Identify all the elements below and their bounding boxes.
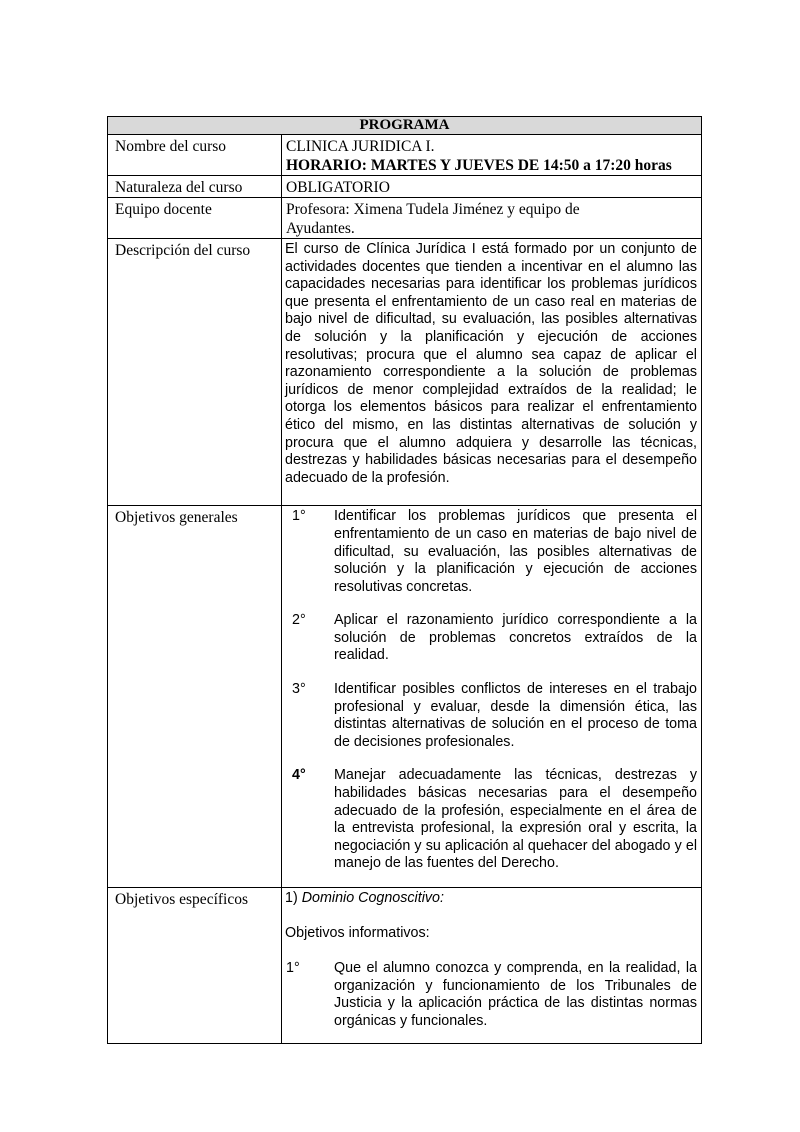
item-number: 2°	[292, 612, 306, 629]
value-naturaleza: OBLIGATORIO	[282, 176, 702, 198]
list-item	[290, 612, 697, 665]
value-descripcion: El curso de Clínica Jurídica I está formado por un conjunto de actividades docentes que tienden a incentivar en el alumno las capacidades necesarias para identificar los problemas jurídicos que presenta el enfrentamiento de un caso real en materias de bajo nivel de dificultad, su evaluación, las posibles alternativas de solución y la planificación y ejecución de acciones resolutivas; procura que el alumno sea capaz de aplicar el razonamiento correspondiente a la solución de problemas jurídicos de menor complejidad extraídos de la realidad; le otorga los elementos básicos para realizar el enfrentamiento ético del mismo, en las distintas alternativas de solución y procura que el alumno adquiera y desarrolle las técnicas, destrezas y habilidades básicas necesarias para el desempeño adecuado de la profesión.	[282, 239, 702, 506]
section-subtitle: Objetivos informativos:	[285, 924, 430, 941]
label-descripcion: Descripción del curso	[108, 239, 282, 506]
label-objetivos-especificos: Objetivos específicos	[108, 888, 282, 1044]
row-objetivos-generales	[108, 506, 702, 888]
course-schedule: HORARIO: MARTES Y JUEVES DE 14:50 a 17:20 horas	[286, 157, 672, 174]
course-name: CLINICA JURIDICA I.	[286, 138, 435, 155]
item-number: 3°	[292, 681, 306, 698]
value-objetivos-especificos	[282, 888, 702, 1044]
list-item	[290, 508, 697, 596]
row-equipo	[108, 198, 702, 239]
label-objetivos-generales: Objetivos generales	[108, 506, 282, 888]
item-text: Identificar posibles conflictos de intereses en el trabajo profesional y evaluar, desde la dimensión ética, las distintas alternativas de solución en el proceso de toma de decisiones profesionales.	[334, 681, 697, 750]
program-document	[107, 116, 701, 1044]
item-text: Manejar adecuadamente las técnicas, destrezas y habilidades básicas necesarias para el desempeño adecuado de la profesión, especialmente en el área de la entrevista profesional, la expresión oral y escrita, la negociación y su aplicación al quehacer del abogado y el manejo de las fuentes del Derecho.	[334, 767, 697, 872]
label-nombre: Nombre del curso	[108, 135, 282, 176]
row-nombre	[108, 135, 702, 176]
row-objetivos-especificos	[108, 888, 702, 1044]
section-number: 1)	[285, 890, 298, 906]
list-item	[285, 960, 697, 1030]
value-objetivos-generales	[282, 506, 702, 888]
item-text: Que el alumno conozca y comprenda, en la realidad, la organización y funcionamiento de los Tribunales de Justicia y la aplicación práctica de las distintas normas orgánicas y funcionales.	[334, 960, 697, 1029]
item-number: 1°	[292, 508, 306, 525]
table-header: PROGRAMA	[108, 117, 702, 135]
list-item	[290, 767, 697, 873]
item-number: 1°	[286, 960, 300, 977]
section-heading	[285, 890, 697, 908]
program-table	[107, 116, 702, 1044]
item-number: 4°	[292, 767, 306, 784]
label-equipo: Equipo docente	[108, 198, 282, 239]
value-nombre	[282, 135, 702, 176]
list-item	[290, 681, 697, 751]
label-naturaleza: Naturaleza del curso	[108, 176, 282, 198]
value-equipo: Profesora: Ximena Tudela Jiménez y equipo de Ayudantes.	[282, 198, 702, 239]
item-text: Aplicar el razonamiento jurídico correspondiente a la solución de problemas concretos extraídos de la realidad.	[334, 612, 697, 664]
item-text: Identificar los problemas jurídicos que presenta el enfrentamiento de un caso en materias de bajo nivel de dificultad, su evaluación, las posibles alternativas de solución y la planificación y ejecución de acciones resolutivas concretas.	[334, 508, 697, 595]
row-descripcion	[108, 239, 702, 506]
header-row	[108, 117, 702, 135]
section-title: Dominio Cognoscitivo:	[301, 890, 444, 906]
row-naturaleza	[108, 176, 702, 198]
